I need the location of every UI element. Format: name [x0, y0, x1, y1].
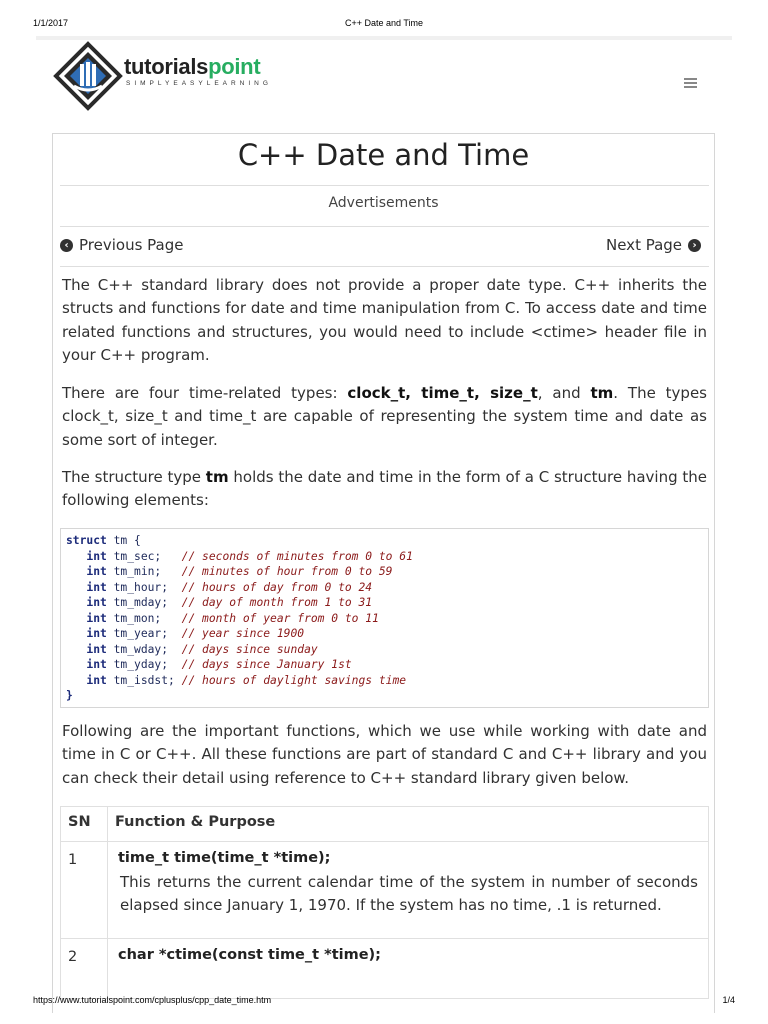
print-date: 1/1/2017	[33, 18, 69, 28]
print-title: C++ Date and Time	[344, 18, 424, 28]
row-sn: 1	[61, 842, 108, 939]
function-signature: char *ctime(const time_t *time);	[118, 947, 381, 963]
code-line: }	[66, 689, 73, 702]
code-line: int tm_hour; // hours of day from 0 to 24	[86, 580, 373, 594]
code-line: int tm_isdst; // hours of daylight savings time	[86, 673, 407, 687]
types-paragraph: There are four time-related types: clock_t, time_t, size_t, and tm. The types clock_t, size_t and time_t are capable of representing the system time and date as some sort of integer.	[62, 384, 707, 449]
code-line: int tm_sec; // seconds of minutes from 0 to 61	[86, 549, 413, 563]
code-line: int tm_min; // minutes of hour from 0 to 59	[86, 565, 393, 578]
intro-paragraph: The C++ standard library does not provide a proper date type. C++ inherits the structs and functions for date and time manipulation from C. To access date and time related functions and structures, you would need to include <ctime> header file in your C++ program.	[62, 276, 707, 364]
code-line: struct tm {	[66, 534, 141, 547]
page-title: C++ Date and Time	[237, 138, 530, 172]
print-footer	[0, 995, 768, 1007]
logo-tagline: SIMPLYEASYLEARNING	[126, 80, 272, 87]
tm-paragraph: The structure type tm holds the date and time in the form of a C structure having the following elements:	[62, 468, 707, 510]
row-function	[108, 939, 709, 999]
previous-page-link[interactable]	[60, 236, 183, 254]
table-row	[61, 842, 709, 939]
function-signature: time_t time(time_t *time);	[118, 850, 331, 866]
print-page-number: 1/4	[722, 995, 735, 1005]
functions-table	[60, 806, 709, 999]
previous-page-label: Previous Page	[79, 236, 184, 254]
table-header-row	[61, 807, 709, 842]
divider	[60, 266, 709, 267]
next-page-link[interactable]	[606, 236, 701, 254]
column-header-sn: SN	[61, 807, 108, 842]
code-line: int tm_mon; // month of year from 0 to 11	[86, 611, 379, 625]
advertisements-label: Advertisements	[328, 195, 439, 211]
arrow-left-circle-icon: ‹	[60, 239, 73, 252]
next-page-label: Next Page	[606, 236, 683, 254]
functions-paragraph: Following are the important functions, which we use while working with date and time in C or C++. All these functions are part of standard C and C++ library and you can check their detail using reference to C++ standard library given below.	[62, 722, 707, 787]
row-sn: 2	[61, 939, 108, 999]
divider	[60, 226, 709, 227]
code-line: int tm_yday; // days since January 1st	[86, 658, 352, 671]
column-header-function: Function & Purpose	[108, 807, 709, 842]
print-url: https://www.tutorialspoint.com/cplusplus/cpp_date_time.htm	[33, 995, 272, 1005]
code-line: int tm_wday; // days since sunday	[86, 642, 318, 656]
hamburger-menu-icon[interactable]	[684, 78, 697, 89]
divider	[60, 185, 709, 186]
row-function	[108, 842, 709, 939]
logo-wordmark: tutorialspoint	[124, 54, 261, 79]
site-logo[interactable]	[52, 40, 312, 120]
function-description: This returns the current calendar time of the system in number of seconds elapsed since January 1, 1970. If the system has no time, .1 is returned.	[120, 873, 698, 915]
code-block	[60, 528, 709, 708]
code-line: int tm_mday; // day of month from 1 to 31	[86, 596, 373, 609]
arrow-right-circle-icon: ›	[688, 239, 701, 252]
code-line: int tm_year; // year since 1900	[86, 627, 305, 640]
table-row	[61, 939, 709, 999]
tutorialspoint-logo-icon	[52, 40, 124, 120]
print-header	[0, 18, 768, 30]
